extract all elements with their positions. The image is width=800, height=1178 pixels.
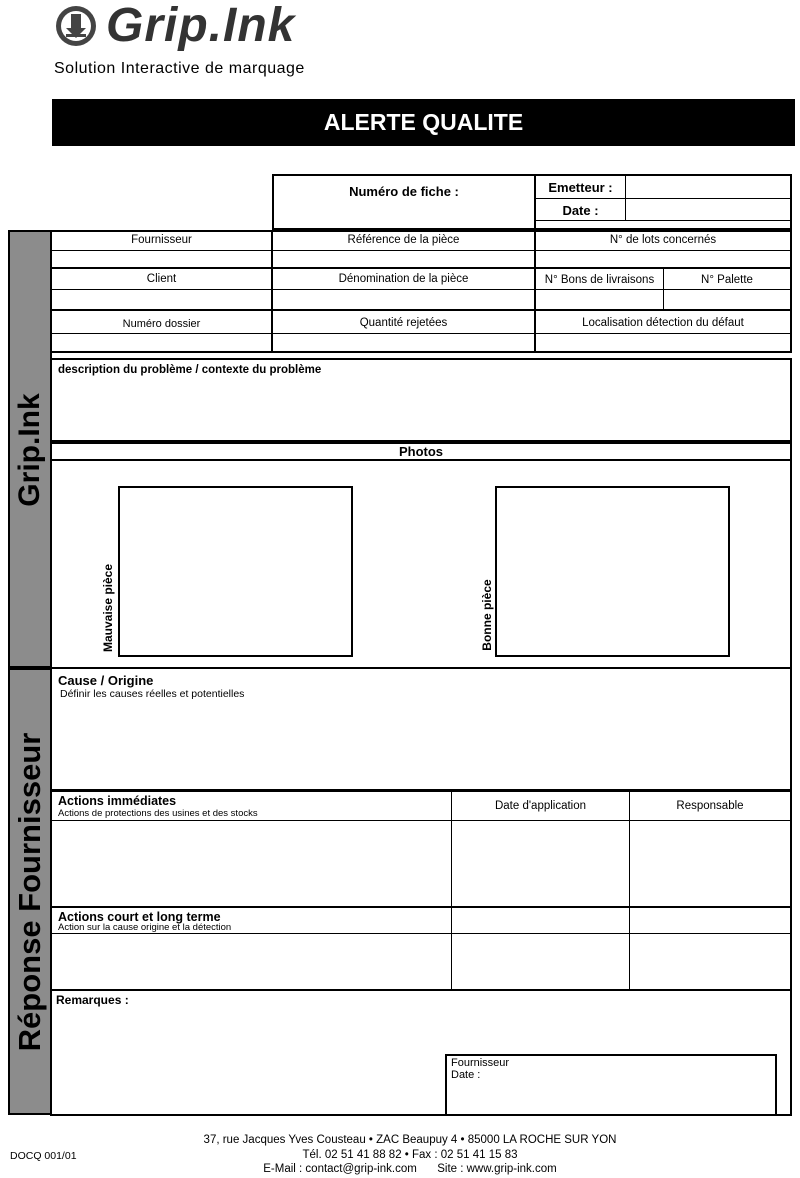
actions-terme-date-field[interactable] — [453, 935, 628, 988]
actions-immediates-resp-field[interactable] — [631, 822, 789, 905]
dossier-field[interactable] — [52, 334, 271, 351]
actions-terme-subtitle: Action sur la cause origine et la détection — [58, 922, 232, 933]
photo-bad-label: Mauvaise pièce — [101, 563, 115, 653]
logo — [52, 2, 372, 58]
footer-address: 37, rue Jacques Yves Cousteau • ZAC Beaupuy 4 • 85000 LA ROCHE SUR YON — [203, 1134, 617, 1146]
actions-immediates-field[interactable] — [54, 822, 450, 905]
actions-terme-title: Actions court et long terme — [58, 910, 221, 924]
palette-label: N° Palette — [701, 274, 753, 286]
quantite-field[interactable] — [273, 334, 534, 351]
grip-ink-logo-icon — [54, 4, 98, 48]
sidebar-reponse-label: Réponse Fournisseur — [12, 732, 47, 1052]
quantite-label: Quantité rejetées — [359, 317, 448, 329]
lots-label: N° de lots concernés — [609, 234, 717, 246]
title-bar — [52, 99, 795, 146]
palette-field[interactable] — [664, 290, 790, 308]
remarques-field[interactable] — [54, 1010, 442, 1112]
actions-immediates-date-field[interactable] — [453, 822, 628, 905]
photo-good-frame[interactable] — [495, 486, 730, 657]
bons-livraison-label: N° Bons de livraisons — [544, 274, 655, 286]
actions-terme-resp-field[interactable] — [631, 935, 789, 988]
sidebar-grip-ink — [8, 230, 52, 668]
reference-field[interactable] — [273, 251, 534, 266]
responsable-header: Responsable — [676, 800, 744, 812]
lots-field[interactable] — [536, 251, 790, 266]
photo-good-label: Bonne pièce — [480, 579, 494, 651]
actions-immediates-subtitle: Actions de protections des usines et des stocks — [58, 808, 258, 819]
date-field[interactable] — [627, 200, 790, 219]
photo-bad-frame[interactable] — [118, 486, 353, 657]
denomination-label: Dénomination de la pièce — [338, 273, 469, 285]
date-application-header: Date d'application — [494, 800, 587, 812]
numero-fiche-field[interactable] — [276, 202, 532, 228]
footer-phone: Tél. 02 51 41 88 82 • Fax : 02 51 41 15 83 — [302, 1149, 518, 1161]
footer-email[interactable]: E-Mail : contact@grip-ink.com — [263, 1163, 417, 1175]
description-label: description du problème / contexte du problème — [58, 364, 322, 376]
fournisseur-label: Fournisseur — [131, 234, 192, 246]
signature-date-label: Date : — [451, 1069, 481, 1081]
bons-livraison-field[interactable] — [536, 290, 663, 308]
signature-fournisseur-label: Fournisseur — [451, 1057, 510, 1069]
cause-field[interactable] — [54, 702, 788, 788]
cause-title: Cause / Origine — [58, 673, 154, 688]
sidebar-reponse-fournisseur — [8, 668, 52, 1115]
remarques-title: Remarques : — [56, 993, 129, 1007]
brand-name: Grip.Ink — [106, 0, 296, 52]
numero-fiche-label: Numéro de fiche : — [349, 184, 459, 199]
cause-subtitle: Définir les causes réelles et potentielles — [60, 688, 245, 700]
actions-terme-field[interactable] — [54, 935, 450, 988]
localisation-label: Localisation détection du défaut — [582, 317, 744, 329]
fournisseur-field[interactable] — [52, 251, 271, 266]
denomination-field[interactable] — [273, 290, 534, 308]
client-field[interactable] — [52, 290, 271, 308]
dossier-label: Numéro dossier — [122, 318, 201, 330]
actions-immediates-title: Actions immédiates — [58, 794, 177, 808]
photos-title: Photos — [398, 444, 444, 459]
page-title: ALERTE QUALITE — [323, 109, 524, 135]
localisation-field[interactable] — [536, 334, 790, 351]
date-label: Date : — [562, 203, 599, 218]
reference-label: Référence de la pièce — [347, 234, 460, 246]
brand-tagline: Solution Interactive de marquage — [54, 60, 305, 77]
sidebar-grip-ink-label: Grip.Ink — [13, 393, 46, 507]
doc-reference: DOCQ 001/01 — [10, 1150, 77, 1162]
emetteur-label: Emetteur : — [548, 180, 613, 195]
footer-site[interactable]: Site : www.grip-ink.com — [437, 1163, 557, 1175]
client-label: Client — [146, 273, 177, 285]
description-field[interactable] — [54, 380, 788, 438]
emetteur-field[interactable] — [627, 177, 790, 197]
